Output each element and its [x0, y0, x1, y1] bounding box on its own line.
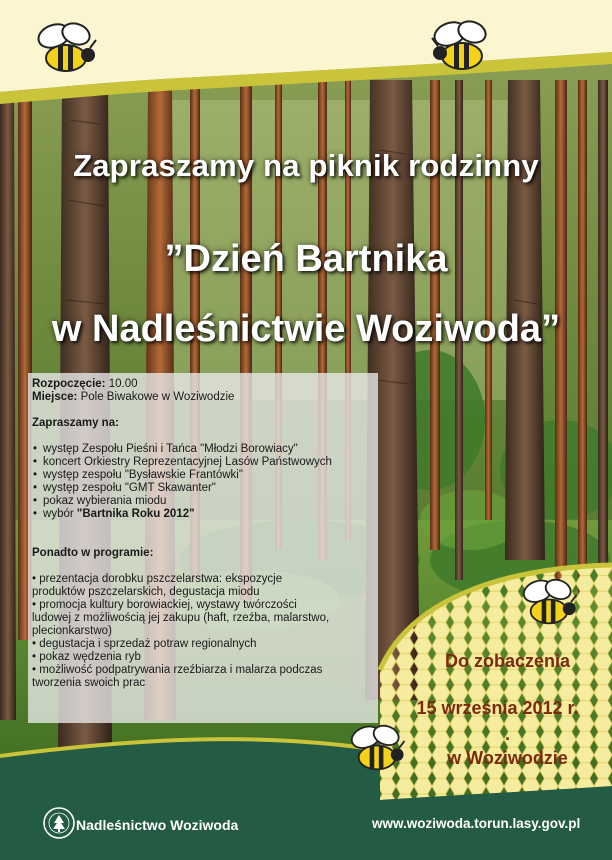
headline-event-name: ”Dzień Bartnika: [164, 238, 448, 280]
program-line: • promocja kultury borowiackiej, wystawy twórczości: [32, 599, 297, 611]
start-time-label: Rozpoczęcie:: [32, 378, 106, 390]
bee-icon: [30, 22, 102, 80]
start-time-row: [32, 378, 377, 391]
invite-item: • koncert Orkiestry Reprezentacyjnej Lasów Państwowych: [32, 456, 377, 469]
place-label: Miejsce:: [32, 391, 78, 403]
closing-dot: .: [504, 724, 510, 744]
program-line: • prezentacja dorobku pszczelarstwa: ekspozycje: [32, 573, 283, 585]
closing-see-you: Do zobaczenia: [444, 651, 571, 671]
invite-item: • występ zespołu "GMT Skawanter": [32, 482, 377, 495]
program-heading: Ponadto w programie:: [32, 547, 154, 559]
program-line: • możliwość podpatrywania rzeźbiarza i malarza podczas: [32, 664, 323, 676]
invite-heading: Zapraszamy na:: [32, 417, 119, 429]
start-time-value: 10.00: [108, 378, 138, 390]
place-row: [32, 391, 377, 404]
bee-icon: [426, 20, 498, 78]
invite-item: • występ Zespołu Pieśni i Tańca "Młodzi Borowiacy": [32, 443, 377, 456]
bee-icon: [344, 724, 410, 778]
program-line: • pokaz wędzenia ryb: [32, 651, 141, 663]
program-line: produktów pszczelarskich, degustacja miodu: [32, 586, 260, 598]
invite-item: • pokaz wybierania miodu: [32, 495, 377, 508]
program-line: plecionkarstwo): [32, 625, 112, 637]
place-value: Pole Biwakowe w Woziwodzie: [80, 391, 235, 403]
program-line: • degustacja i sprzedaż potraw regionalnych: [32, 638, 257, 650]
invite-item-bartnik: • wybór "Bartnika Roku 2012": [32, 508, 377, 521]
bee-icon: [516, 578, 582, 632]
headline-invitation: Zapraszamy na piknik rodzinny: [73, 148, 539, 183]
footer-org-name: Nadleśnictwo Woziwoda: [76, 817, 239, 833]
info-panel-text: [32, 378, 377, 690]
footer-website-link[interactable]: www.woziwoda.torun.lasy.gov.pl: [372, 816, 581, 831]
program-line: ludowej z możliwością jej zakupu (haft, rzeźba, malarstwo,: [32, 612, 330, 624]
closing-place: w Woziwodzie: [447, 748, 568, 768]
headline-location: w Nadleśnictwie Woziwoda”: [51, 308, 561, 350]
closing-date: 15 września 2012 r.: [416, 698, 579, 718]
program-line: tworzenia swoich prac: [32, 677, 146, 689]
lasy-panstwowe-logo: [42, 806, 76, 840]
invite-item: • występ zespołu "Bysławskie Frantówki": [32, 469, 377, 482]
